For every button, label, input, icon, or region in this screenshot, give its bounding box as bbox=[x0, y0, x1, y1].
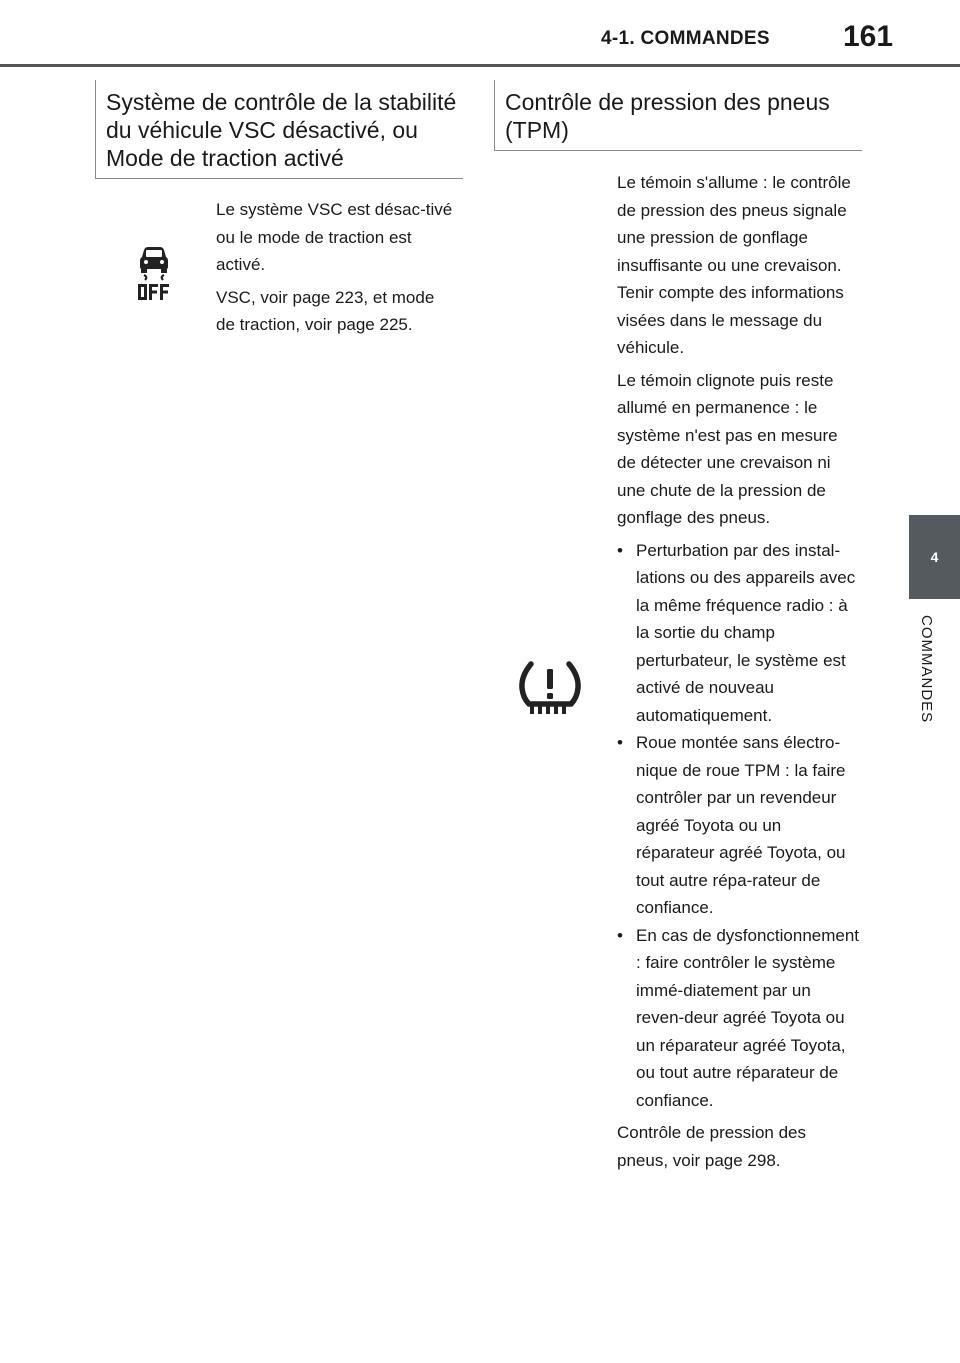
section-title: 4-1. COMMANDES bbox=[601, 28, 770, 49]
chapter-number: 4 bbox=[930, 549, 939, 565]
vsc-section-title: Système de contrôle de la stabilité du véhicule VSC désactivé, ou Mode de traction activé bbox=[95, 80, 463, 179]
tire-pressure-warning-icon bbox=[517, 660, 583, 716]
list-item: • Perturbation par des instal-lations ou des appareils avec la même fréquence radio : à la sortie du champ perturbateur, le système est activé de nouveau automatiquement. bbox=[617, 537, 861, 730]
tpm-bullet-list bbox=[617, 537, 861, 1115]
vsc-paragraph-2: VSC, voir page 223, et mode de traction, voir page 225. bbox=[216, 287, 435, 334]
list-item: • En cas de dysfonctionnement : faire contrôler le système immé-diatement par un reven-deur agréé Toyota ou un réparateur agréé Toyota, ou tout autre réparateur de confiance. bbox=[617, 922, 861, 1115]
vsc-off-icon bbox=[137, 246, 171, 300]
tpm-paragraph-1: Le témoin s'allume : le contrôle de pression des pneus signale une pression de gonflage insuffisante ou une crevaison. Tenir compte des informations visées dans le message du véhicule. bbox=[617, 173, 851, 357]
tpm-section-title: Contrôle de pression des pneus (TPM) bbox=[494, 80, 862, 151]
header-divider bbox=[0, 64, 960, 67]
tpm-reference: Contrôle de pression des pneus, voir page 298. bbox=[617, 1123, 807, 1170]
page-number: 161 bbox=[843, 20, 894, 53]
tpm-description bbox=[617, 169, 861, 1179]
list-item: • Roue montée sans électro-nique de roue TPM : la faire contrôler par un revendeur agréé Toyota ou un réparateur agréé Toyota, ou tout autre répa-rateur de confiance. bbox=[617, 729, 861, 922]
chapter-label: COMMANDES bbox=[918, 615, 935, 724]
chapter-tab bbox=[909, 515, 960, 599]
vsc-paragraph-1: Le système VSC est désac-tivé ou le mode de traction est activé. bbox=[216, 200, 453, 274]
vsc-description bbox=[216, 196, 456, 344]
tpm-paragraph-2: Le témoin clignote puis reste allumé en permanence : le système n'est pas en mesure de détecter une crevaison ni une chute de la pression de gonflage des pneus. bbox=[617, 370, 838, 527]
